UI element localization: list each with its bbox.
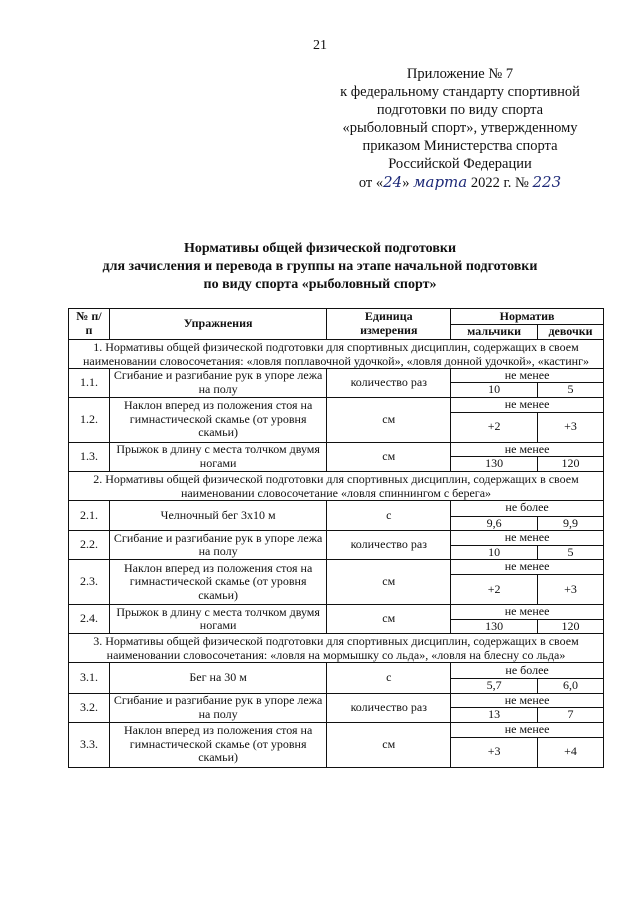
value-girls: 120 (538, 619, 604, 634)
norms-table (68, 308, 604, 768)
section-title: 3. Нормативы общей физической подготовки для спортивных дисциплин, содержащих в своем наименовании словосочетания: «ловля на мормышку со льда», «ловля на блесну со льда» (69, 634, 604, 663)
unit: см (327, 605, 451, 634)
exercise-name: Бег на 30 м (109, 663, 326, 694)
section-title: 2. Нормативы общей физической подготовки для спортивных дисциплин, содержащих в своем наименовании словосочетание «ловля спиннингом с берега» (69, 471, 604, 500)
header-exercise: Упражнения (109, 309, 326, 340)
document-title (0, 240, 640, 294)
value-girls: 120 (538, 457, 604, 472)
unit: см (327, 722, 451, 767)
order-date-line (300, 173, 620, 192)
header-unit: Единица измерения (327, 309, 451, 340)
date-prefix: от « (358, 175, 384, 191)
value-boys: 130 (451, 457, 538, 472)
title-line-2: для зачисления и перевода в группы на этапе начальной подготовки (102, 259, 538, 274)
row-num: 1.2. (69, 397, 110, 442)
appendix-line: подготовки по виду спорта (376, 102, 544, 118)
title-line-3: по виду спорта «рыболовный спорт» (203, 277, 437, 292)
row-num: 2.1. (69, 500, 110, 531)
norm-condition: не менее (451, 605, 604, 620)
norm-condition: не менее (451, 442, 604, 457)
value-boys: 5,7 (451, 679, 538, 694)
appendix-title: Приложение № 7 (406, 66, 514, 82)
value-girls: 7 (538, 708, 604, 723)
row-num: 1.3. (69, 442, 110, 471)
unit: количество раз (327, 531, 451, 560)
row-num: 3.2. (69, 693, 110, 722)
header-girls: девочки (538, 325, 604, 340)
value-boys: 10 (451, 545, 538, 560)
date-month-handwritten: марта (413, 173, 468, 191)
value-boys: 13 (451, 708, 538, 723)
exercise-name: Прыжок в длину с места толчком двумя ногами (109, 605, 326, 634)
date-year: 2022 г. № (467, 175, 533, 191)
norm-condition: не более (451, 663, 604, 679)
norm-condition: не более (451, 500, 604, 516)
appendix-line: «рыболовный спорт», утвержденному (342, 120, 578, 136)
row-num: 2.3. (69, 560, 110, 605)
norm-condition: не менее (451, 531, 604, 546)
norm-condition: не менее (451, 722, 604, 737)
unit: количество раз (327, 693, 451, 722)
value-boys: +2 (451, 575, 538, 605)
row-num: 2.2. (69, 531, 110, 560)
header-num: № п/п (69, 309, 110, 340)
date-sep: » (402, 175, 414, 191)
norm-condition: не менее (451, 397, 604, 412)
row-num: 1.1. (69, 368, 110, 397)
exercise-name: Наклон вперед из положения стоя на гимнастической скамье (от уровня скамьи) (109, 397, 326, 442)
exercise-name: Прыжок в длину с места толчком двумя ногами (109, 442, 326, 471)
norm-condition: не менее (451, 368, 604, 383)
value-girls: 5 (538, 545, 604, 560)
appendix-line: к федеральному стандарту спортивной (340, 84, 580, 100)
order-number-handwritten: 223 (532, 173, 562, 191)
section-title: 1. Нормативы общей физической подготовки для спортивных дисциплин, содержащих в своем наименовании словосочетания: «ловля поплавочной удочкой», «ловля донной удочкой», «кастинг» (69, 339, 604, 368)
exercise-name: Сгибание и разгибание рук в упоре лежа на полу (109, 531, 326, 560)
norm-condition: не менее (451, 560, 604, 575)
unit: см (327, 560, 451, 605)
unit: с (327, 663, 451, 694)
norm-condition: не менее (451, 693, 604, 708)
value-girls: +4 (538, 737, 604, 767)
page-number: 21 (313, 38, 327, 53)
exercise-name: Челночный бег 3х10 м (109, 500, 326, 531)
appendix-block (300, 65, 620, 192)
exercise-name: Сгибание и разгибание рук в упоре лежа на полу (109, 368, 326, 397)
appendix-line: приказом Министерства спорта (362, 138, 558, 154)
header-norm: Норматив (451, 309, 604, 325)
value-girls: 9,9 (538, 516, 604, 531)
row-num: 2.4. (69, 605, 110, 634)
value-boys: 10 (451, 383, 538, 398)
row-num: 3.3. (69, 722, 110, 767)
unit: количество раз (327, 368, 451, 397)
value-boys: +3 (451, 737, 538, 767)
value-boys: 130 (451, 619, 538, 634)
row-num: 3.1. (69, 663, 110, 694)
exercise-name: Наклон вперед из положения стоя на гимнастической скамье (от уровня скамьи) (109, 560, 326, 605)
value-boys: 9,6 (451, 516, 538, 531)
appendix-line: Российской Федерации (388, 156, 532, 172)
value-girls: 5 (538, 383, 604, 398)
value-girls: +3 (538, 575, 604, 605)
exercise-name: Наклон вперед из положения стоя на гимнастической скамье (от уровня скамьи) (109, 722, 326, 767)
title-line-1: Нормативы общей физической подготовки (183, 241, 457, 256)
unit: см (327, 442, 451, 471)
header-boys: мальчики (451, 325, 538, 340)
unit: см (327, 397, 451, 442)
unit: с (327, 500, 451, 531)
value-boys: +2 (451, 412, 538, 442)
value-girls: +3 (538, 412, 604, 442)
date-day-handwritten: 24 (383, 173, 403, 191)
exercise-name: Сгибание и разгибание рук в упоре лежа на полу (109, 693, 326, 722)
value-girls: 6,0 (538, 679, 604, 694)
